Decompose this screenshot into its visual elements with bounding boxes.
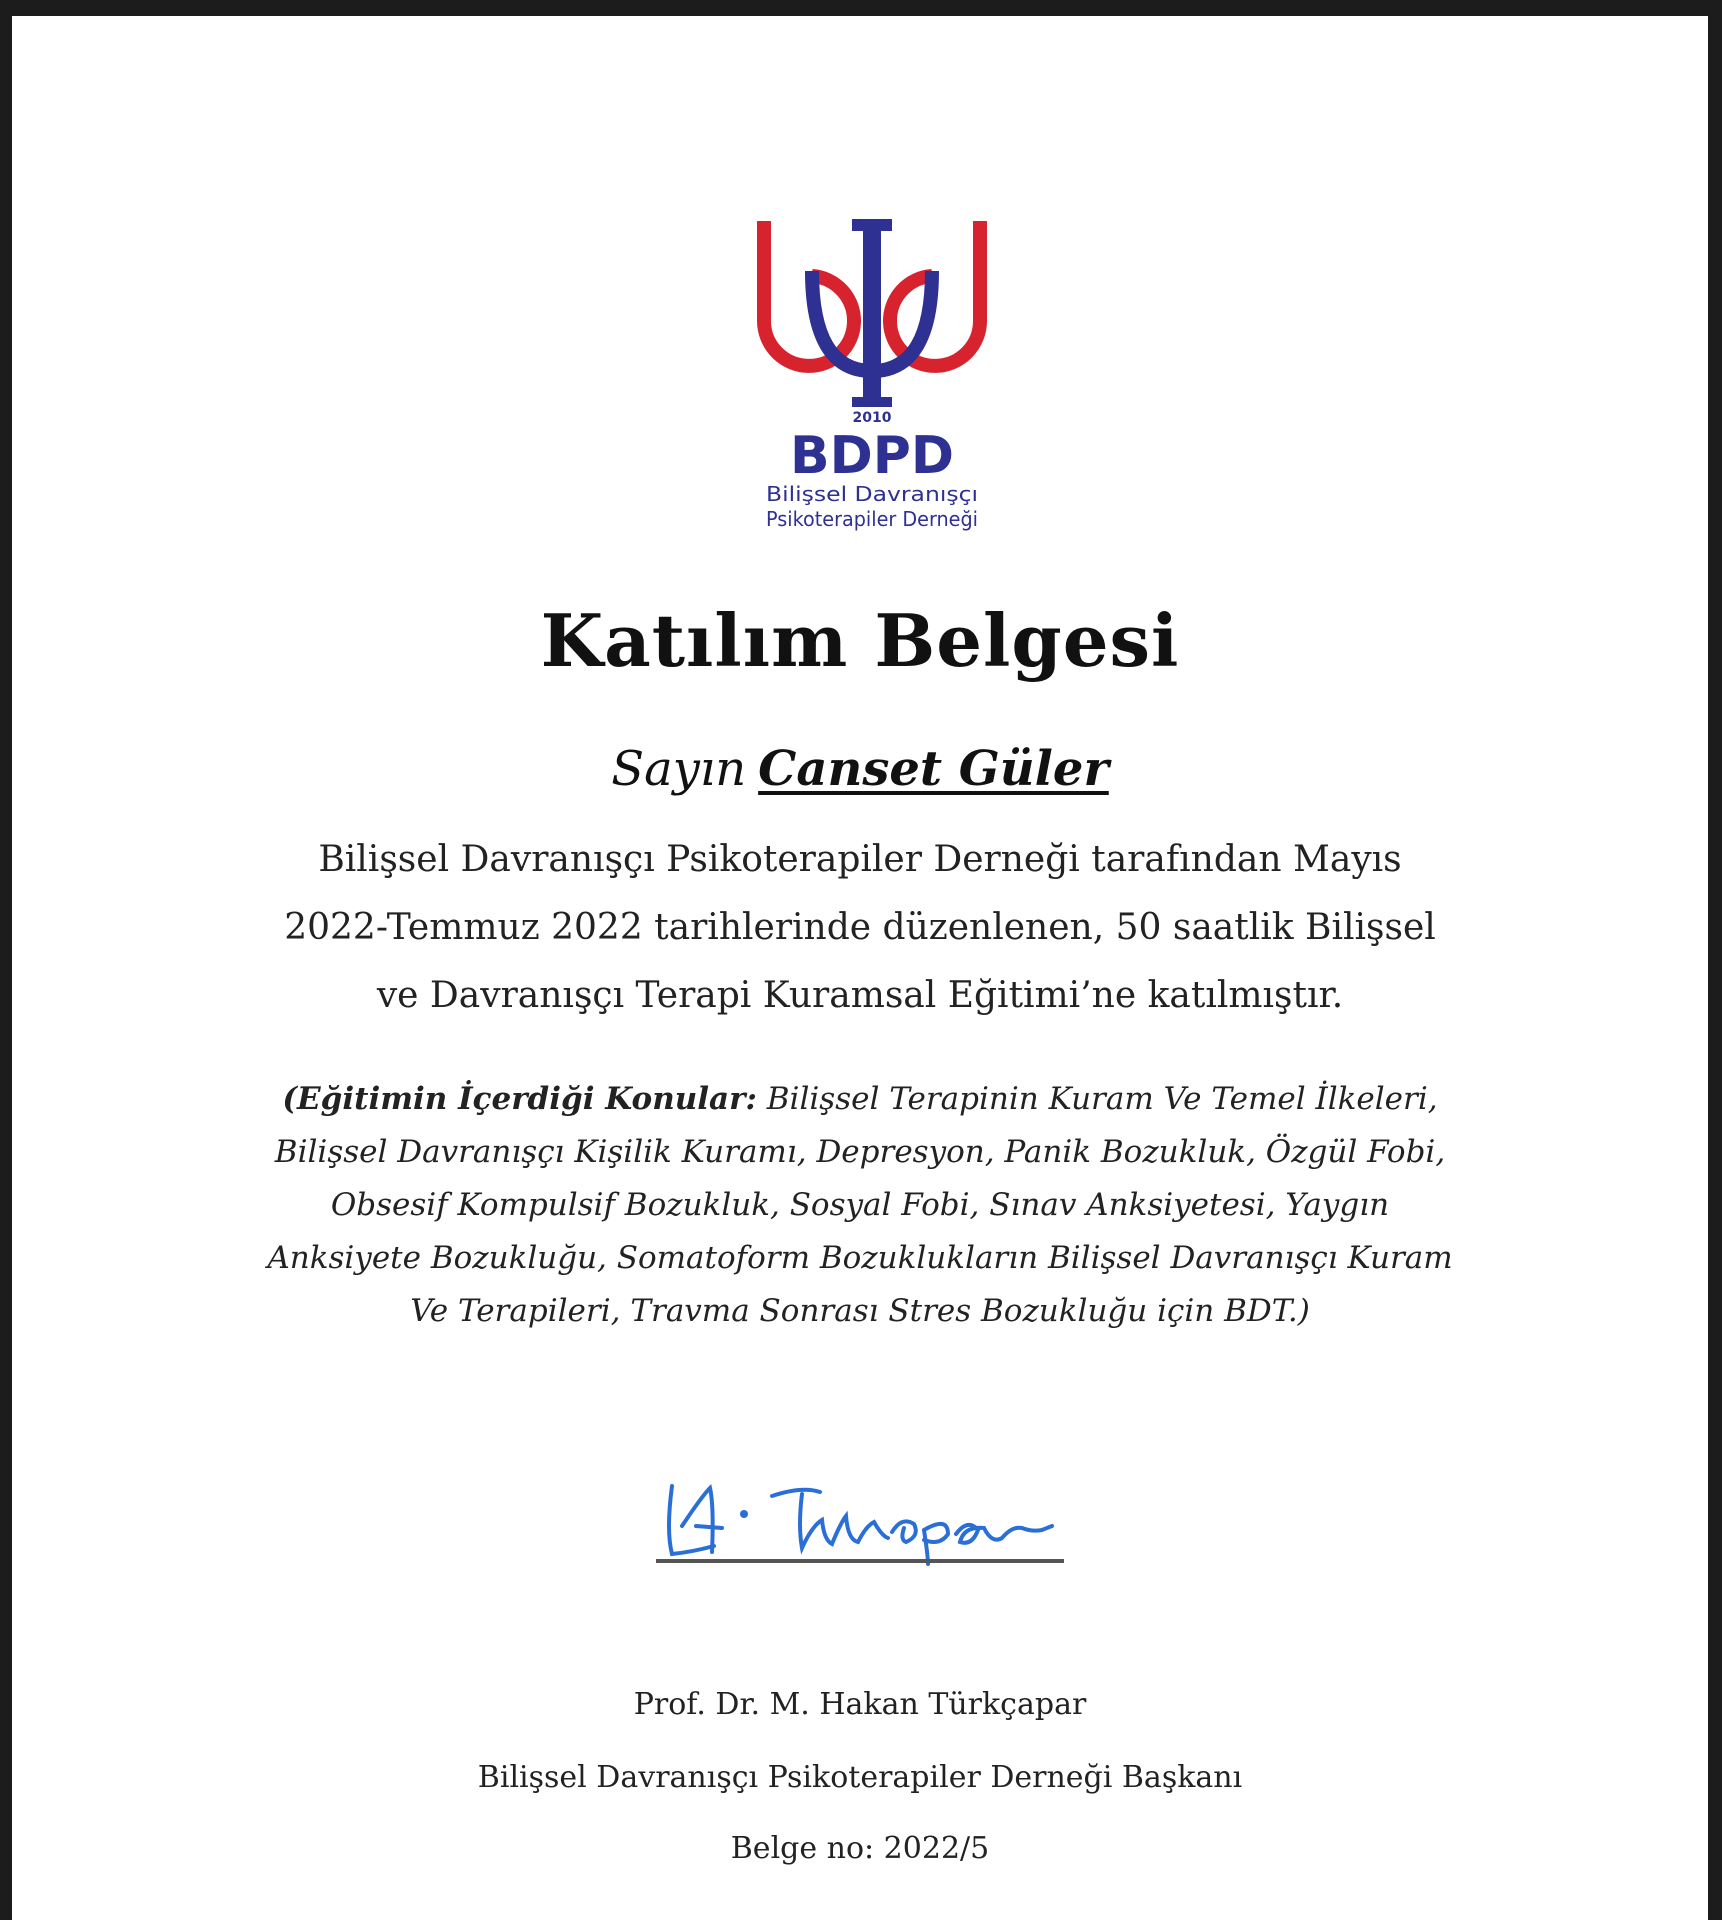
logo-abbr: BDPD [789,426,955,486]
signature-line [656,1559,1064,1563]
bdpd-logo [752,211,992,551]
salutation-word: Sayın [611,741,747,797]
logo-year: 2010 [852,410,892,426]
topics-label: (Eğitimin İçerdiği Konular: [282,1081,757,1117]
document-number: Belge no: 2022/5 [730,1831,990,1866]
recipient-name: Canset Güler [758,741,1109,797]
signer-name: Prof. Dr. M. Hakan Türkçapar [633,1687,1087,1722]
signature [652,1456,1082,1566]
signer-title: Bilişsel Davranışçı Psikoterapiler Derneği Başkanı [477,1760,1243,1795]
topics-text: Bilişsel Terapinin Kuram Ve Temel İlkeleri, Bilişsel Davranışçı Kişilik Kuramı, Depresyon, Panik Bozukluk, Özgül Fobi, Obsesif Kompulsif Bozukluk, Sosyal Fobi, Sınav Anksiyetesi, Yaygın Anksiyete Bozukluğu, Somatoform Bozuklukların Bilişsel Davranışçı Kuram Ve Terapileri, Travma Sonrası Stres Bozukluğu için BDT.) [267,1081,1453,1329]
certificate-body: Bilişsel Davranışçı Psikoterapiler Derneği tarafından Mayıs 2022-Temmuz 2022 tarihlerinde düzenlenen, 50 saatlik Bilişsel ve Davranışçı Terapi Kuramsal Eğitimi’ne katılmıştır. [284,839,1436,1016]
certificate-title: Katılım Belgesi [540,598,1180,683]
logo-line-1: Bilişsel Davranışçı [766,482,978,506]
logo-line-2: Psikoterapiler Derneği [766,507,978,531]
salutation [12,741,1708,797]
certificate-page [12,16,1708,1920]
training-topics [252,1073,1468,1338]
